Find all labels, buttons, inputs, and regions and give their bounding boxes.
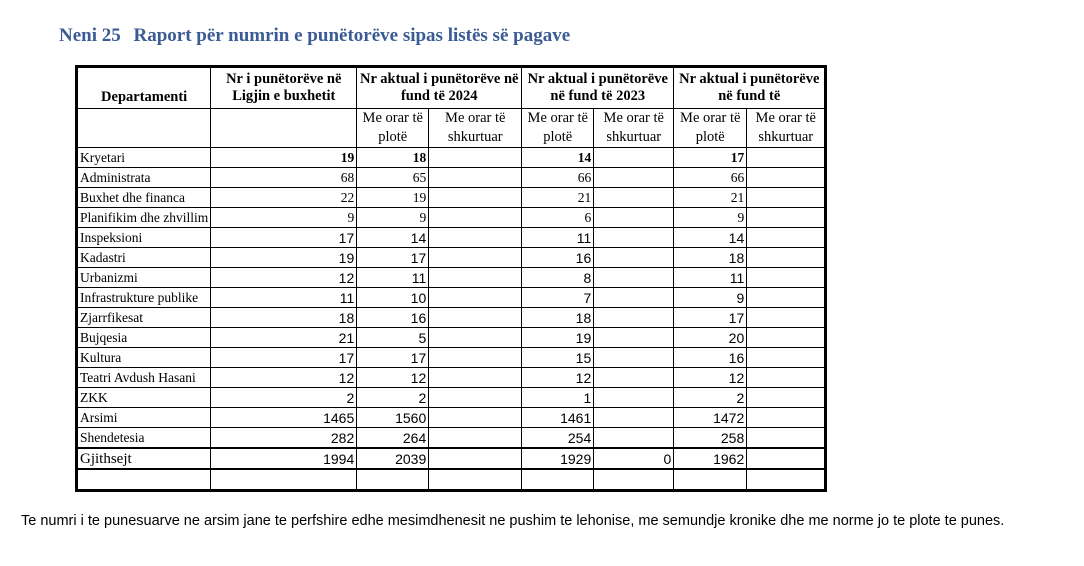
total-shkurtuar-2023: 0 — [594, 448, 674, 469]
empty-cell — [357, 469, 429, 490]
row-department-name: Planifikim dhe zhvillim — [78, 208, 211, 228]
row-cell-plote23: 11 — [522, 228, 594, 248]
table-row — [78, 348, 825, 368]
row-cell-plote24: 18 — [357, 148, 429, 168]
row-department-name: Kryetari — [78, 148, 211, 168]
header-empty — [211, 109, 357, 148]
row-cell-plote24: 264 — [357, 428, 429, 449]
row-cell-shk24 — [429, 328, 522, 348]
table-row — [78, 208, 825, 228]
row-cell-ligj: 17 — [211, 348, 357, 368]
empty-cell — [674, 469, 747, 490]
row-cell-shk24 — [429, 288, 522, 308]
header-ligj: Nr i punëtorëve në Ligjin e buxhetit — [211, 68, 357, 109]
table-row — [78, 168, 825, 188]
row-cell-plote: 258 — [674, 428, 747, 449]
row-cell-plote24: 9 — [357, 208, 429, 228]
row-cell-plote: 17 — [674, 148, 747, 168]
row-cell-plote: 11 — [674, 268, 747, 288]
row-cell-plote24: 12 — [357, 368, 429, 388]
row-cell-shk — [747, 388, 825, 408]
row-cell-shk24 — [429, 428, 522, 449]
row-cell-ligj: 22 — [211, 188, 357, 208]
table-row — [78, 188, 825, 208]
table-row — [78, 388, 825, 408]
row-cell-ligj: 11 — [211, 288, 357, 308]
row-cell-plote: 21 — [674, 188, 747, 208]
header-shkurtuar-2023: Me orar të shkurtuar — [594, 109, 674, 148]
header-empty — [78, 109, 211, 148]
table-row — [78, 368, 825, 388]
row-cell-ligj: 1465 — [211, 408, 357, 428]
row-cell-plote24: 10 — [357, 288, 429, 308]
header-row-2 — [78, 109, 825, 148]
section-number: Neni 25 — [59, 25, 121, 46]
row-cell-plote: 14 — [674, 228, 747, 248]
row-cell-ligj: 19 — [211, 148, 357, 168]
row-cell-shk23 — [594, 348, 674, 368]
header-departamenti: Departamenti — [78, 68, 211, 109]
row-cell-shk — [747, 328, 825, 348]
row-cell-plote: 12 — [674, 368, 747, 388]
row-cell-shk24 — [429, 188, 522, 208]
table-row — [78, 228, 825, 248]
row-cell-plote23: 1 — [522, 388, 594, 408]
row-cell-plote23: 254 — [522, 428, 594, 449]
row-cell-shk — [747, 428, 825, 449]
row-cell-ligj: 282 — [211, 428, 357, 449]
row-cell-plote: 18 — [674, 248, 747, 268]
row-cell-plote24: 5 — [357, 328, 429, 348]
total-label: Gjithsejt — [78, 448, 211, 469]
row-cell-shk23 — [594, 148, 674, 168]
empty-cell — [78, 469, 211, 490]
row-cell-shk24 — [429, 388, 522, 408]
total-shkurtuar-2024 — [429, 448, 522, 469]
header-2024: Nr aktual i punëtorëve në fund të 2024 — [357, 68, 522, 109]
total-plote-2024: 2039 — [357, 448, 429, 469]
row-cell-shk — [747, 208, 825, 228]
row-cell-shk23 — [594, 308, 674, 328]
row-department-name: Kadastri — [78, 248, 211, 268]
table-row — [78, 308, 825, 328]
row-cell-shk23 — [594, 268, 674, 288]
table-body — [78, 148, 825, 449]
row-cell-plote: 1472 — [674, 408, 747, 428]
row-cell-ligj: 68 — [211, 168, 357, 188]
row-department-name: Buxhet dhe financa — [78, 188, 211, 208]
row-cell-shk24 — [429, 308, 522, 328]
row-department-name: Bujqesia — [78, 328, 211, 348]
row-cell-shk23 — [594, 288, 674, 308]
row-cell-plote24: 11 — [357, 268, 429, 288]
row-cell-shk24 — [429, 228, 522, 248]
total-plote-fund: 1962 — [674, 448, 747, 469]
row-cell-plote23: 8 — [522, 268, 594, 288]
row-cell-shk — [747, 248, 825, 268]
header-plote-fund: Me orar të plotë — [674, 109, 747, 148]
row-cell-shk23 — [594, 408, 674, 428]
empty-cell — [594, 469, 674, 490]
empty-cell — [522, 469, 594, 490]
row-department-name: Kultura — [78, 348, 211, 368]
row-department-name: Teatri Avdush Hasani — [78, 368, 211, 388]
row-cell-shk24 — [429, 348, 522, 368]
empty-cell — [429, 469, 522, 490]
row-cell-ligj: 12 — [211, 368, 357, 388]
table-row — [78, 408, 825, 428]
row-cell-shk24 — [429, 268, 522, 288]
row-cell-shk — [747, 368, 825, 388]
table-row — [78, 148, 825, 168]
row-cell-shk23 — [594, 388, 674, 408]
row-cell-shk — [747, 268, 825, 288]
row-cell-plote: 66 — [674, 168, 747, 188]
row-department-name: Infrastrukture publike — [78, 288, 211, 308]
row-cell-shk23 — [594, 168, 674, 188]
row-cell-shk — [747, 148, 825, 168]
row-cell-plote23: 16 — [522, 248, 594, 268]
row-cell-plote: 20 — [674, 328, 747, 348]
header-fund: Nr aktual i punëtorëve në fund të — [674, 68, 825, 109]
header-plote-2023: Me orar të plotë — [522, 109, 594, 148]
row-cell-ligj: 9 — [211, 208, 357, 228]
row-cell-shk — [747, 188, 825, 208]
empty-row — [78, 469, 825, 490]
row-cell-plote24: 16 — [357, 308, 429, 328]
row-cell-shk24 — [429, 208, 522, 228]
total-shkurtuar-fund — [747, 448, 825, 469]
row-cell-plote23: 1461 — [522, 408, 594, 428]
row-department-name: Zjarrfikesat — [78, 308, 211, 328]
employees-table — [77, 67, 825, 490]
row-department-name: ZKK — [78, 388, 211, 408]
row-cell-shk24 — [429, 368, 522, 388]
row-cell-plote24: 14 — [357, 228, 429, 248]
row-cell-ligj: 17 — [211, 228, 357, 248]
footnote: Te numri i te punesuarve ne arsim jane te perfshire edhe mesimdhenesit ne pushim te lehonise, me semundje kronike dhe me norme jo te plote te punes. — [21, 513, 1005, 529]
table-row — [78, 288, 825, 308]
row-cell-shk23 — [594, 368, 674, 388]
row-cell-shk — [747, 288, 825, 308]
row-cell-shk23 — [594, 208, 674, 228]
row-cell-plote: 16 — [674, 348, 747, 368]
empty-cell — [747, 469, 825, 490]
row-cell-plote23: 66 — [522, 168, 594, 188]
row-cell-plote23: 18 — [522, 308, 594, 328]
row-cell-shk — [747, 168, 825, 188]
row-department-name: Arsimi — [78, 408, 211, 428]
section-title — [59, 25, 570, 47]
row-department-name: Urbanizmi — [78, 268, 211, 288]
total-row — [78, 448, 825, 469]
row-cell-ligj: 2 — [211, 388, 357, 408]
row-cell-shk23 — [594, 188, 674, 208]
row-cell-plote23: 15 — [522, 348, 594, 368]
row-cell-ligj: 12 — [211, 268, 357, 288]
total-plote-2023: 1929 — [522, 448, 594, 469]
row-cell-shk — [747, 308, 825, 328]
row-cell-plote23: 12 — [522, 368, 594, 388]
row-cell-shk23 — [594, 328, 674, 348]
header-shkurtuar-fund: Me orar të shkurtuar — [747, 109, 825, 148]
empty-cell — [211, 469, 357, 490]
total-ligj: 1994 — [211, 448, 357, 469]
row-cell-shk — [747, 228, 825, 248]
row-cell-shk23 — [594, 428, 674, 449]
row-cell-shk — [747, 348, 825, 368]
row-cell-shk23 — [594, 248, 674, 268]
row-cell-shk24 — [429, 248, 522, 268]
row-cell-plote24: 1560 — [357, 408, 429, 428]
table-row — [78, 328, 825, 348]
row-cell-plote24: 2 — [357, 388, 429, 408]
row-cell-plote24: 17 — [357, 348, 429, 368]
row-cell-plote23: 19 — [522, 328, 594, 348]
row-cell-shk24 — [429, 168, 522, 188]
row-department-name: Inspeksioni — [78, 228, 211, 248]
row-cell-plote23: 14 — [522, 148, 594, 168]
row-cell-ligj: 19 — [211, 248, 357, 268]
table-row — [78, 428, 825, 449]
row-cell-ligj: 21 — [211, 328, 357, 348]
header-plote-2024: Me orar të plotë — [357, 109, 429, 148]
row-department-name: Shendetesia — [78, 428, 211, 449]
section-title-text: Raport për numrin e punëtorëve sipas listës së pagave — [133, 25, 571, 46]
row-cell-plote23: 6 — [522, 208, 594, 228]
row-cell-plote: 9 — [674, 208, 747, 228]
row-cell-plote: 2 — [674, 388, 747, 408]
row-cell-shk24 — [429, 408, 522, 428]
header-shkurtuar-2024: Me orar të shkurtuar — [429, 109, 522, 148]
row-cell-plote: 9 — [674, 288, 747, 308]
row-cell-plote24: 17 — [357, 248, 429, 268]
header-2023: Nr aktual i punëtorëve në fund të 2023 — [522, 68, 674, 109]
header-row-1 — [78, 68, 825, 109]
row-cell-plote23: 21 — [522, 188, 594, 208]
row-cell-plote24: 19 — [357, 188, 429, 208]
table-row — [78, 248, 825, 268]
row-cell-plote24: 65 — [357, 168, 429, 188]
row-cell-ligj: 18 — [211, 308, 357, 328]
row-cell-plote: 17 — [674, 308, 747, 328]
row-cell-plote23: 7 — [522, 288, 594, 308]
row-cell-shk23 — [594, 228, 674, 248]
row-department-name: Administrata — [78, 168, 211, 188]
row-cell-shk — [747, 408, 825, 428]
row-cell-shk24 — [429, 148, 522, 168]
table-row — [78, 268, 825, 288]
